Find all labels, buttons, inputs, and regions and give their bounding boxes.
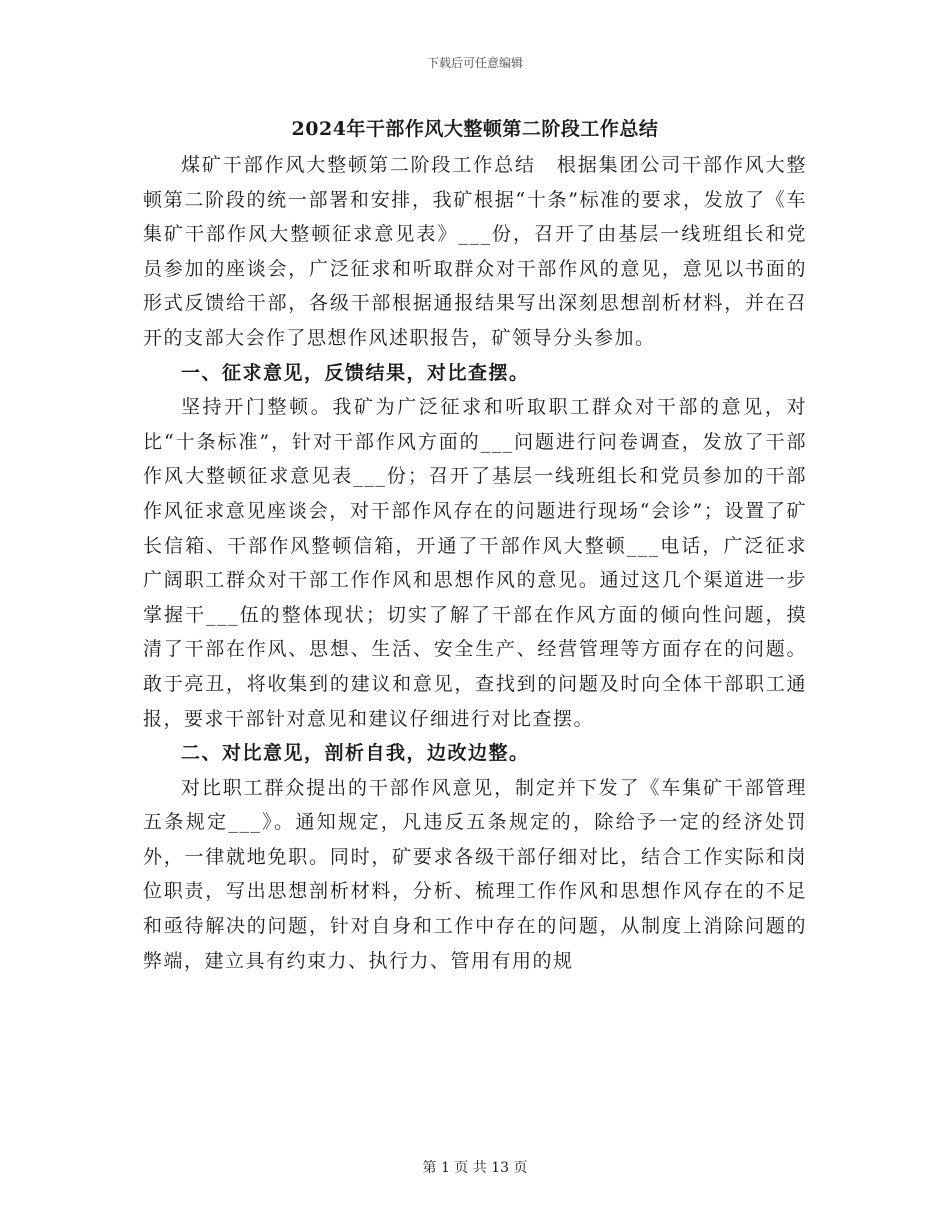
intro-paragraph: 煤矿干部作风大整顿第二阶段工作总结 根据集团公司干部作风大整顿第二阶段的统一部署和安排，我矿根据“十条”标准的要求，发放了《车集矿干部作风大整顿征求意见表》___份，召开了由基层一线班组长和党员参加的座谈会，广泛征求和听取群众对干部作风的意见，意见以书面的形式反馈给干部，各级干部根据通报结果写出深刻思想剖析材料，并在召开的支部大会作了思想作风述职报告，矿领导分头参加。 bbox=[143, 154, 807, 349]
section-heading-2: 二、对比意见，剖析自我，边改边整。 bbox=[181, 742, 530, 765]
section-1-paragraph: 坚持开门整顿。我矿为广泛征求和听取职工群众对干部的意见，对比“十条标准”，针对干部作风方面的___问题进行问卷调查，发放了干部作风大整顿征求意见表___份；召开了基层一线班组长和党员参加的干部作风征求意见座谈会，对干部作风存在的问题进行现场“会诊”；设置了矿长信箱、干部作风整顿信箱，开通了干部作风大整顿___电话，广泛征求广阔职工群众对干部工作作风和思想作风的意见。通过这几个渠道进一步掌握干___伍的整体现状；切实了解了干部在作风方面的倾向性问题，摸清了干部在作风、思想、生活、安全生产、经营管理等方面存在的问题。敢于亮丑，将收集到的建议和意见，查找到的问题及时向全体干部职工通报，要求干部针对意见和建议仔细进行对比查摆。 bbox=[143, 396, 807, 730]
header-note: 下载后可任意编辑 bbox=[426, 56, 523, 70]
page-number: 第 1 页 共 13 页 bbox=[422, 1160, 528, 1176]
section-heading-1: 一、征求意见，反馈结果，对比查摆。 bbox=[181, 361, 530, 384]
document-body bbox=[143, 148, 807, 978]
section-2-paragraph: 对比职工群众提出的干部作风意见，制定并下发了《车集矿干部管理五条规定___》。通知规定，凡违反五条规定的，除给予一定的经济处罚外，一律就地免职。同时，矿要求各级干部仔细对比，结合工作实际和岗位职责，写出思想剖析材料，分析、梳理工作作风和思想作风存在的不足和亟待解决的问题，针对自身和工作中存在的问题，从制度上消除问题的弊端，建立具有约束力、执行力、管用有用的规 bbox=[143, 776, 807, 972]
document-title: 2024年干部作风大整顿第二阶段工作总结 bbox=[291, 118, 659, 140]
